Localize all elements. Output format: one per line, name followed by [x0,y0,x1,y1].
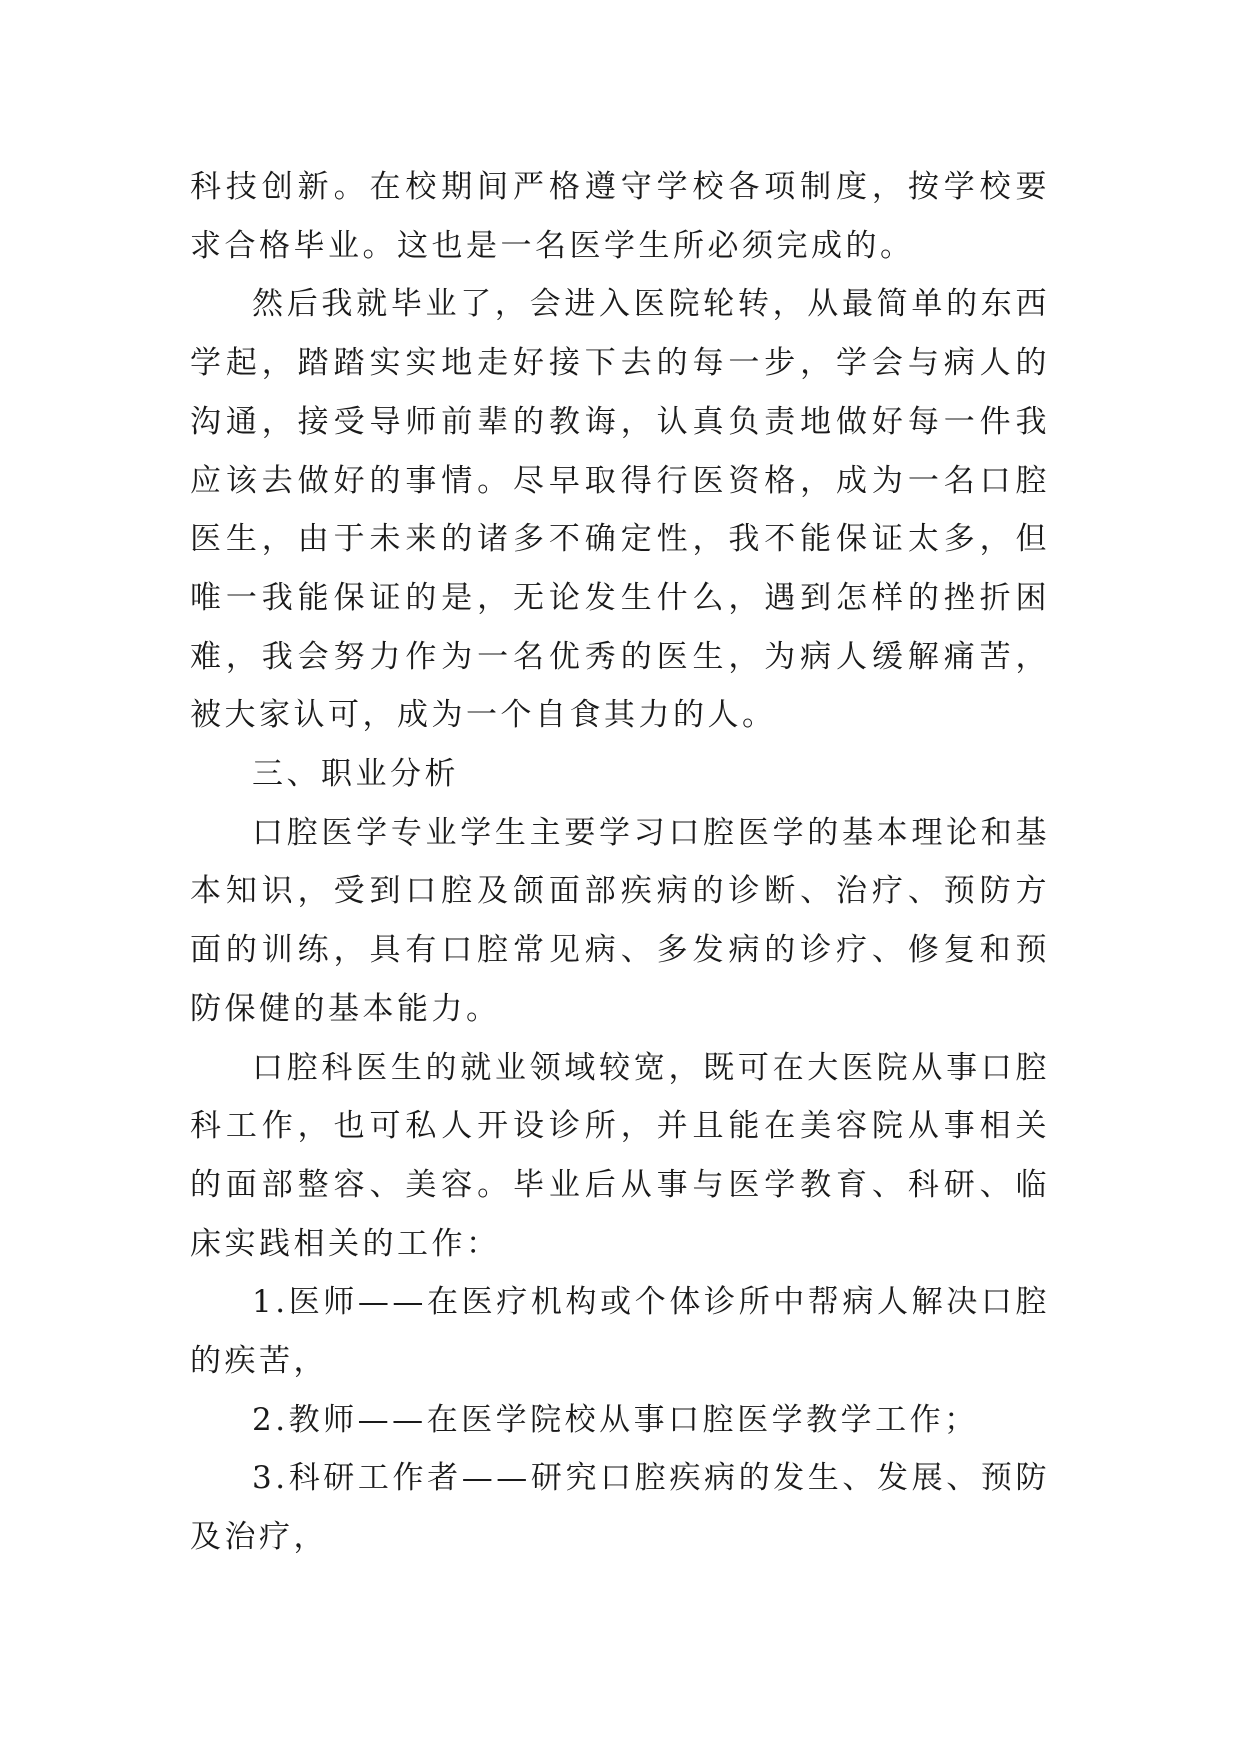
paragraph-employment-fields: 口腔科医生的就业领域较宽，既可在大医院从事口腔科工作，也可私人开设诊所，并且能在美容院从事相关的面部整容、美容。毕业后从事与医学教育、科研、临床实践相关的工作： [190,1049,1050,1262]
document-body [190,158,1050,1567]
paragraph-major-description: 口腔医学专业学生主要学习口腔医学的基本理论和基本知识，受到口腔及颌面部疾病的诊断、治疗、预防方面的训练，具有口腔常见病、多发病的诊疗、修复和预防保健的基本能力。 [190,814,1050,1027]
list-item-teacher: 2.教师——在医学院校从事口腔医学教学工作； [252,1401,979,1438]
paragraph-after-graduation: 然后我就毕业了，会进入医院轮转，从最简单的东西学起，踏踏实实地走好接下去的每一步，学会与病人的沟通，接受导师前辈的教诲，认真负责地做好每一件我应该去做好的事情。尽早取得行医资格，成为一名口腔医生，由于未来的诸多不确定性，我不能保证太多，但唯一我能保证的是，无论发生什么，遇到怎样的挫折困难，我会努力作为一名优秀的医生，为病人缓解痛苦，被大家认可，成为一个自食其力的人。 [190,286,1050,734]
paragraph-continuation: 科技创新。在校期间严格遵守学校各项制度，按学校要求合格毕业。这也是一名医学生所必须完成的。 [190,169,1050,264]
list-item-researcher: 3.科研工作者——研究口腔疾病的发生、发展、预防及治疗， [190,1460,1050,1556]
section-heading-career-analysis: 三、职业分析 [252,756,459,793]
list-item-physician: 1.医师——在医疗机构或个体诊所中帮病人解决口腔的疾苦， [190,1284,1050,1380]
